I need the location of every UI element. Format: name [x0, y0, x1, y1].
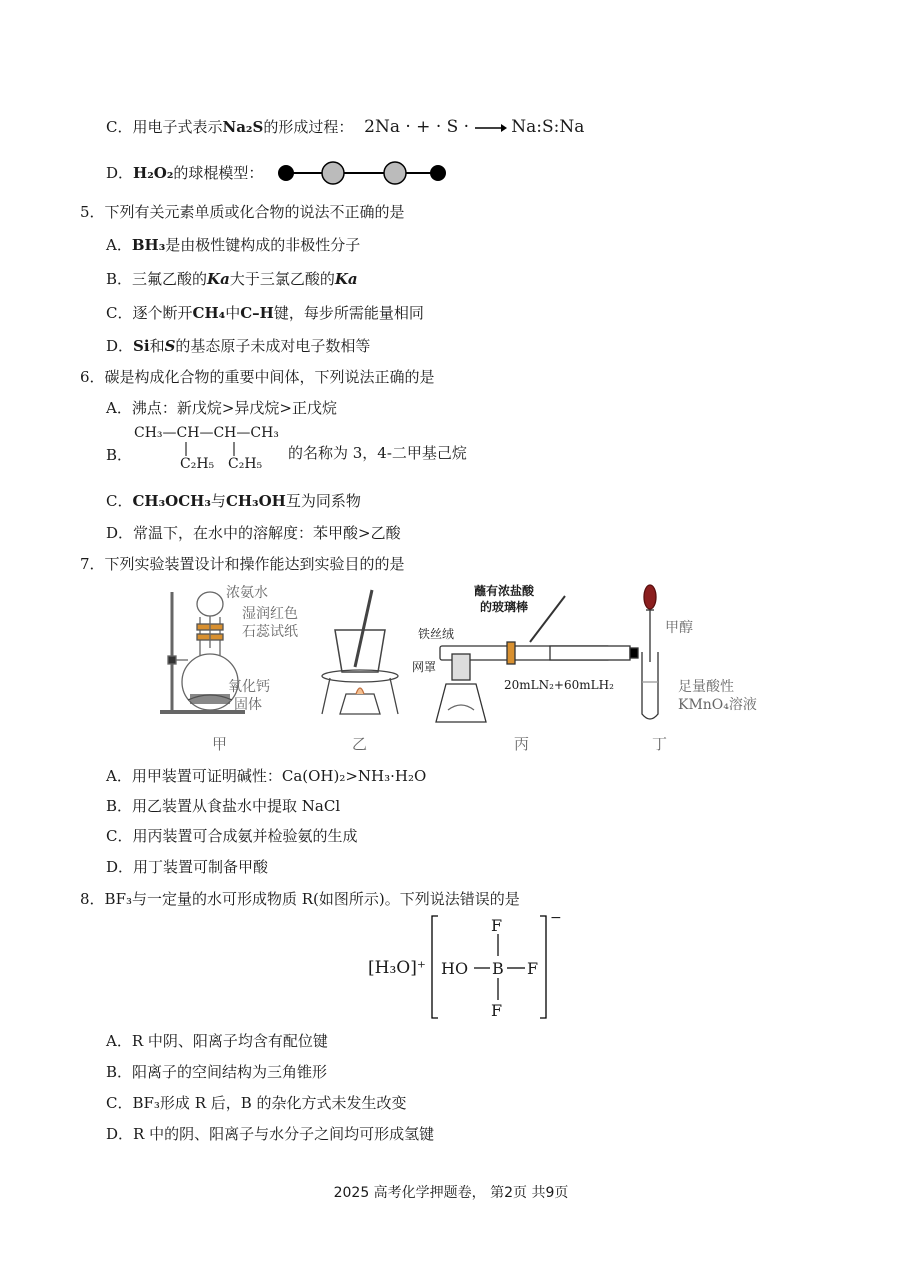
option-text: 用丁装置可制备甲酸: [133, 858, 269, 876]
q5-option-c: [106, 302, 424, 323]
option-text: 用甲装置可证明碱性：Ca(OH)₂>NH₃·H₂O: [131, 767, 427, 785]
option-letter: A．: [106, 1032, 132, 1050]
structural-formula: CH₃—CH—CH—CH₃: [134, 425, 279, 441]
option-text: 逐个断开: [132, 304, 193, 322]
apparatus-bing: [436, 596, 638, 722]
q6-option-b-text: 的名称为 3，4-二甲基己烷: [288, 444, 467, 462]
option-letter: D．: [106, 858, 134, 876]
q8-stem: 8．BF₃与一定量的水可形成物质 R(如图所示)。下列说法错误的是: [80, 890, 520, 908]
anion-charge: −: [550, 910, 562, 926]
q7-option-d: [106, 856, 268, 877]
page-footer: 2025 高考化学押题卷， 第2页 共9页: [333, 1185, 569, 1201]
caption-bing: 丙: [514, 735, 530, 753]
formula: Si: [133, 337, 150, 355]
label-iron-wool: 铁丝绒: [418, 627, 455, 641]
q5-option-d: [106, 335, 370, 356]
q8-option-c: [106, 1092, 407, 1113]
q8-option-a: [106, 1030, 328, 1051]
substituent-1: C₂H₅: [180, 456, 215, 472]
formula: H₂O₂: [133, 164, 174, 182]
label-cao-2: 固体: [234, 697, 262, 713]
electron-formula-lhs: 2Na · + · S ·: [364, 117, 475, 137]
option-text: 互为同系物: [285, 492, 361, 510]
label-gauze: 网罩: [412, 660, 437, 674]
option-text: R 中阴、阳离子均含有配位键: [131, 1032, 328, 1050]
q6-option-a: [106, 397, 337, 418]
apparatus-yi: [322, 590, 398, 714]
option-text: 用乙装置从食盐水中提取 NaCl: [132, 797, 341, 815]
label-methanol: 甲醇: [665, 620, 693, 636]
option-letter: A．: [106, 236, 132, 254]
apparatus-ding: [642, 585, 658, 719]
bond-lines-icon: [180, 442, 240, 456]
atom-f-right: F: [527, 959, 539, 978]
option-letter: A．: [106, 767, 132, 785]
formula: CH₃OH: [225, 492, 286, 510]
label-kmno4-1: 足量酸性: [678, 679, 734, 695]
atom-b: B: [492, 959, 504, 978]
label-gas-volume: 20mLN₂+60mLH₂: [504, 678, 614, 692]
caption-ding: 丁: [652, 735, 668, 753]
option-text: 用丙装置可合成氨并检验氨的生成: [132, 827, 358, 845]
formula: S: [164, 337, 176, 355]
atom-ho: HO: [441, 959, 469, 978]
option-text: 的球棍模型：: [173, 164, 264, 182]
q6-option-c: [106, 490, 361, 511]
formula: CH₃OCH₃: [132, 492, 211, 510]
option-letter: C．: [106, 1094, 133, 1112]
option-letter: D．: [106, 337, 134, 355]
option-text: 沸点：新戊烷>异戊烷>正戊烷: [131, 399, 337, 417]
option-letter: D．: [106, 1125, 134, 1143]
option-text: 的基态原子未成对电子数相等: [175, 337, 371, 355]
formula: Ka: [207, 270, 230, 288]
q5-option-b: [106, 268, 358, 289]
ball-stick-model-icon: [274, 160, 454, 186]
label-cao-1: 氧化钙: [228, 679, 270, 695]
option-text: 阳离子的空间结构为三角锥形: [132, 1063, 328, 1081]
option-letter: B．: [106, 1063, 133, 1081]
q8-option-b: [106, 1061, 327, 1082]
formula: CH₄: [192, 304, 226, 322]
q8-option-d: [106, 1123, 434, 1144]
option-letter: C．: [106, 492, 133, 510]
q5-option-a: [106, 234, 360, 255]
option-letter: B．: [106, 270, 133, 288]
label-hcl-rod-1: 蘸有浓盐酸: [474, 584, 535, 598]
q4-option-d: [106, 162, 263, 183]
q4-option-c: [106, 116, 584, 137]
formula: Ka: [334, 270, 358, 288]
option-letter: A．: [106, 399, 132, 417]
option-letter: C．: [106, 118, 133, 136]
option-text: BF₃形成 R 后，B 的杂化方式未发生改变: [132, 1094, 407, 1112]
q6-option-d: [106, 522, 401, 543]
option-text: 是由极性键构成的非极性分子: [165, 236, 361, 254]
formula: C–H: [240, 304, 274, 322]
q6-option-b-letter: B．: [106, 446, 133, 464]
option-text: 键，每步所需能量相同: [273, 304, 424, 322]
option-text: 三氟乙酸的: [132, 270, 208, 288]
option-text: 的形成过程：: [263, 118, 354, 136]
arrow-icon: [475, 119, 507, 137]
formula: Na₂S: [222, 118, 264, 136]
formula: BH₃: [131, 236, 166, 254]
label-kmno4-2: KMnO₄溶液: [678, 697, 757, 713]
atom-f-top: F: [491, 916, 503, 935]
label-ammonia: 浓氨水: [226, 585, 268, 601]
q7-stem: 7．下列实验装置设计和操作能达到实验目的的是: [80, 555, 405, 573]
option-letter: D．: [106, 524, 134, 542]
option-text: 与: [210, 492, 226, 510]
label-litmus-2: 石蕊试纸: [242, 624, 298, 640]
caption-yi: 乙: [352, 735, 368, 753]
electron-formula-rhs: Na:S:Na: [511, 117, 585, 137]
cation-formula: [H₃O]⁺: [368, 958, 426, 978]
label-hcl-rod-2: 的玻璃棒: [480, 600, 529, 614]
label-litmus-1: 湿润红色: [242, 606, 298, 622]
option-letter: D．: [106, 164, 134, 182]
q6-stem: 6．碳是构成化合物的重要中间体，下列说法正确的是: [80, 368, 435, 386]
q7-option-a: [106, 765, 426, 786]
option-letter: B．: [106, 797, 133, 815]
option-text: R 中的阴、阳离子与水分子之间均可形成氢键: [133, 1125, 435, 1143]
caption-jia: 甲: [212, 735, 228, 753]
q7-option-c: [106, 825, 358, 846]
option-letter: C．: [106, 827, 133, 845]
option-letter: C．: [106, 304, 133, 322]
option-text: 和: [149, 337, 165, 355]
atom-f-bottom: F: [491, 1001, 503, 1020]
option-text: 中: [225, 304, 241, 322]
option-text: 常温下，在水中的溶解度：苯甲酸>乙酸: [133, 524, 401, 542]
q7-option-b: [106, 795, 340, 816]
q5-stem: 5．下列有关元素单质或化合物的说法不正确的是: [80, 203, 405, 221]
option-text: 大于三氯乙酸的: [229, 270, 335, 288]
option-text: 用电子式表示: [132, 118, 223, 136]
substituent-2: C₂H₅: [228, 456, 263, 472]
